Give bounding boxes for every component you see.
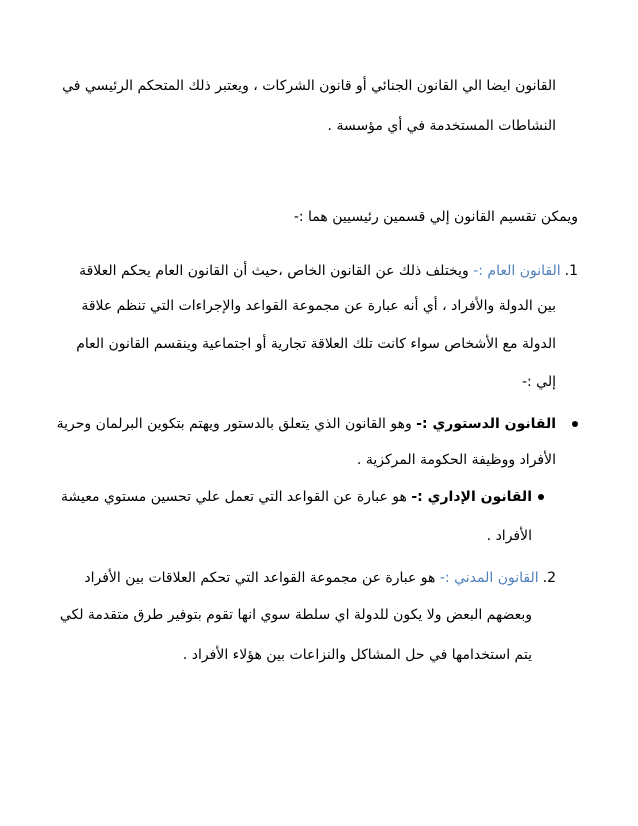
constitutional-law-term: القانون الدستوري :- [416, 416, 556, 432]
administrative-law-line-1-text: هو عبارة عن القواعد التي تعمل علي تحسين مستوي معيشة [60, 489, 412, 505]
civil-law-number: 2. [542, 570, 556, 586]
administrative-law-term: القانون الإداري :- [411, 489, 532, 505]
civil-law-line-1-text: هو عبارة عن مجموعة القواعد التي تحكم العلاقات بين الأفراد [84, 570, 440, 586]
civil-law-line-1 [84, 568, 556, 588]
division-sentence: ويمكن تقسيم القانون إلي قسمين رئيسيين هما :- [293, 209, 578, 225]
public-law-line-2: بين الدولة والأفراد ، أي أنه عبارة عن مجموعة القواعد والإجراءات التي تنظم علاقة [81, 298, 556, 314]
intro-line-2: النشاطات المستخدمة في أي مؤسسة . [327, 118, 556, 134]
bullet-constitutional [572, 421, 578, 427]
public-law-term: القانون العام :- [473, 263, 561, 279]
constitutional-law-line-1-text: وهو القانون الذي يتعلق بالدستور ويهتم بتكوين البرلمان وحرية [56, 416, 417, 432]
administrative-law-line-1 [60, 487, 532, 507]
public-law-line-4: إلي :- [521, 374, 556, 390]
civil-law-line-3: يتم استخدامها في حل المشاكل والنزاعات بين هؤلاء الأفراد . [182, 647, 532, 663]
intro-line-1: القانون ايضا الي القانون الجنائي أو قانون الشركات ، ويعتبر ذلك المتحكم الرئيسي في [62, 78, 556, 94]
constitutional-law-line-1 [56, 414, 556, 434]
civil-law-term: القانون المدني :- [439, 570, 539, 586]
civil-law-line-2: وبعضهم البعض ولا يكون للدولة اي سلطة سوي انها تقوم بتوفير طرق متقدمة لكي [59, 607, 532, 623]
administrative-law-line-2: الأفراد . [486, 528, 532, 544]
public-law-line-1-text: ويختلف ذلك عن القانون الخاص ،حيث أن القانون العام يحكم العلاقة [79, 263, 474, 279]
public-law-line-3: الدولة مع الأشخاص سواء كانت تلك العلاقة تجارية أو اجتماعية وينقسم القانون العام [76, 336, 556, 352]
constitutional-law-line-2: الأفراد ووظيفة الحكومة المركزية . [356, 452, 556, 468]
public-law-line-1 [79, 261, 578, 281]
public-law-number: 1. [564, 263, 578, 279]
bullet-administrative [538, 494, 544, 500]
